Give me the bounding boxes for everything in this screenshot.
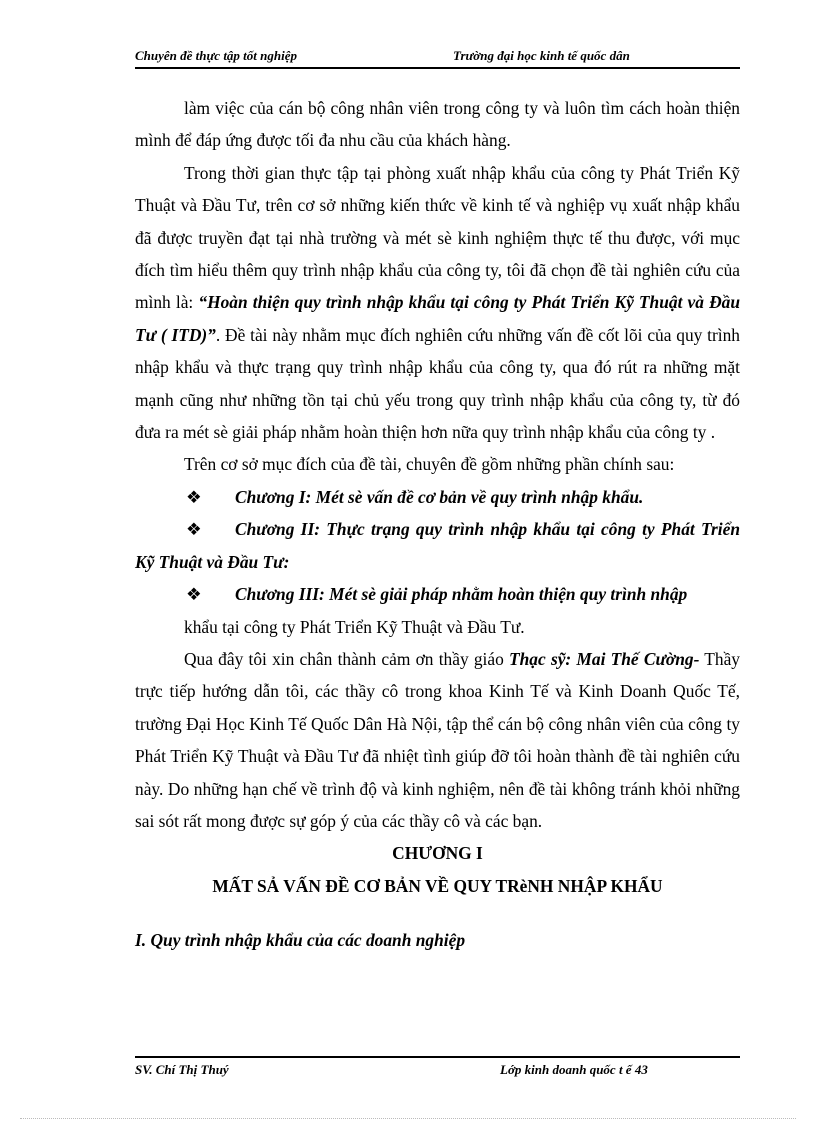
document-body <box>135 92 740 957</box>
bullet-item-1 <box>135 481 740 513</box>
bullet-2-text: Chương II: Thực trạng quy trình nhập khẩu tại công ty Phát Triển Kỹ Thuật và Đầu Tư: <box>135 519 740 572</box>
footer-right: Lớp kinh doanh quốc t ế 43 <box>500 1062 648 1077</box>
page-header <box>135 48 740 69</box>
diamond-bullet-icon: ❖ <box>186 486 202 507</box>
paragraph-3 <box>135 448 740 480</box>
header-left: Chuyên đề thực tập tốt nghiệp <box>135 48 297 63</box>
section-heading: I. Quy trình nhập khẩu của các doanh nghiệp <box>135 930 466 951</box>
header-right: Trường đại học kinh tế quốc dân <box>453 48 630 63</box>
bullet-3-rest: khẩu tại công ty Phát Triển Kỹ Thuật và Đầu Tư. <box>184 616 525 637</box>
footer-left: SV. Chí Thị Thuý <box>135 1062 229 1077</box>
bullet-item-2 <box>135 513 740 578</box>
chapter-title: MẤT SẢ VẤN ĐỀ CƠ BẢN VỀ QUY TRèNH NHẬP KHẨU <box>212 875 663 896</box>
diamond-bullet-icon: ❖ <box>186 584 202 605</box>
bullet-item-3-continuation <box>135 611 740 643</box>
page-edge-divider <box>20 1118 796 1119</box>
paragraph-4-text-a: Qua đây tôi xin chân thành cảm ơn thầy giáo <box>184 648 510 669</box>
diamond-bullet-icon: ❖ <box>186 519 202 540</box>
paragraph-2 <box>135 157 740 449</box>
paragraph-1 <box>135 92 740 157</box>
paragraph-4 <box>135 643 740 837</box>
paragraph-4-text-b: Thầy trực tiếp hướng dẫn tôi, các thầy cô trong khoa Kinh Tế và Kinh Doanh Quốc Tế, trường Đại Học Kinh Tế Quốc Dân Hà Nội, tập thể cán bộ công nhân viên của công ty Phát Triển Kỹ Thuật và Đầu Tư đã nhiệt tình giúp đỡ tôi hoàn thành đề tài nghiên cứu này. Do những hạn chế về trình độ và kinh nghiệm, nên đề tài không tránh khỏi những sai sót rất mong được sự góp ý của các thầy cô và các bạn. <box>135 648 741 831</box>
page-footer <box>135 1056 740 1079</box>
bullet-3-text: Chương III: Mét sè giải pháp nhằm hoàn thiện quy trình nhập <box>235 584 688 605</box>
advisor-name: Thạc sỹ: Mai Thế Cường- <box>509 648 700 669</box>
paragraph-3-text: Trên cơ sở mục đích của đề tài, chuyên đề gồm những phần chính sau: <box>184 454 675 475</box>
chapter-label: CHƯƠNG I <box>392 843 483 864</box>
bullet-item-3 <box>135 578 740 610</box>
thesis-title: “Hoàn thiện quy trình nhập khẩu tại công ty Phát Triển Kỹ Thuật và Đầu Tư ( ITD)” <box>135 292 741 345</box>
bullet-1-text: Chương I: Mét sè vấn đề cơ bản về quy trình nhập khẩu. <box>235 486 644 507</box>
paragraph-2-text-b: . Đề tài này nhằm mục đích nghiên cứu những vấn đề cốt lõi của quy trình nhập khẩu và thực trạng quy trình nhập khẩu của công ty, qua đó rút ra những mặt mạnh cũng như những tồn tại chủ yếu trong quy trình nhập khẩu của công ty, từ đó đưa ra mét sè giải pháp nhằm hoàn thiện hơn nữa quy trình nhập khẩu của công ty . <box>135 324 740 443</box>
paragraph-1-text: làm việc của cán bộ công nhân viên trong công ty và luôn tìm cách hoàn thiện mình để đáp ứng được tối đa nhu cầu của khách hàng. <box>135 98 740 151</box>
paragraph-2-text-a: Trong thời gian thực tập tại phòng xuất nhập khẩu của công ty Phát Triển Kỹ Thuật và Đầu Tư, trên cơ sở những kiến thức về kinh tế và nghiệp vụ xuất nhập khẩu đã được truyền đạt tại nhà trường và mét sè kinh nghiệm thực tế thu được, với mục đích tìm hiểu thêm quy trình nhập khẩu của công ty, tôi đã chọn đề tài nghiên cứu của mình là: <box>135 162 740 313</box>
